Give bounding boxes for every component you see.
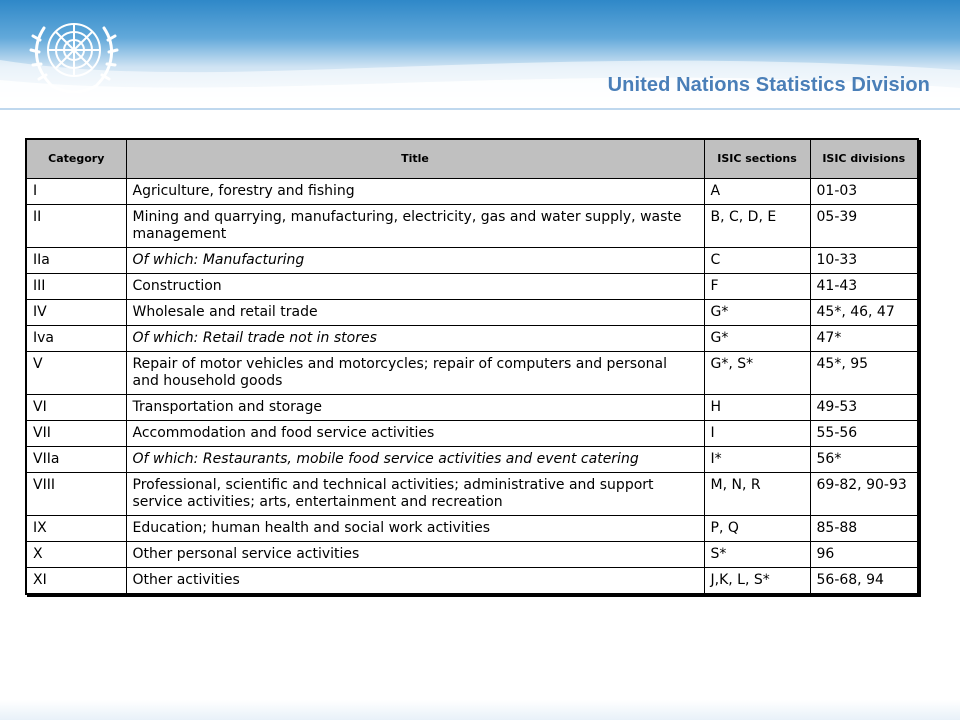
column-header-title: Title [126,139,704,179]
category-cell: Iva [26,326,126,352]
isic-divisions-cell: 55-56 [810,421,918,447]
category-cell: XI [26,568,126,595]
isic-sections-cell: C [704,248,810,274]
isic-sections-cell: P, Q [704,516,810,542]
category-cell: II [26,205,126,248]
column-header-category: Category [26,139,126,179]
isic-divisions-cell: 05-39 [810,205,918,248]
isic-category-table [25,138,919,595]
category-cell: VIII [26,473,126,516]
title-cell: Of which: Manufacturing [126,248,704,274]
isic-sections-cell: I* [704,447,810,473]
category-cell: VI [26,395,126,421]
table-row [26,516,918,542]
isic-divisions-cell: 10-33 [810,248,918,274]
isic-divisions-cell: 56* [810,447,918,473]
title-cell: Repair of motor vehicles and motorcycles; repair of computers and personal and household goods [126,352,704,395]
isic-divisions-cell: 45*, 95 [810,352,918,395]
header-divider [0,108,960,110]
table-row [26,447,918,473]
title-cell: Education; human health and social work activities [126,516,704,542]
table-row [26,248,918,274]
title-cell: Other personal service activities [126,542,704,568]
category-cell: IIa [26,248,126,274]
isic-sections-cell: A [704,179,810,205]
table-row [26,274,918,300]
isic-sections-cell: J,K, L, S* [704,568,810,595]
table-row [26,205,918,248]
isic-divisions-cell: 85-88 [810,516,918,542]
category-cell: X [26,542,126,568]
title-cell: Accommodation and food service activities [126,421,704,447]
table-row [26,421,918,447]
title-cell: Transportation and storage [126,395,704,421]
table-row [26,179,918,205]
isic-sections-cell: M, N, R [704,473,810,516]
isic-sections-cell: G* [704,300,810,326]
isic-divisions-cell: 41-43 [810,274,918,300]
table-row [26,473,918,516]
title-cell: Professional, scientific and technical activities; administrative and support service activities; arts, entertainment and recreation [126,473,704,516]
isic-sections-cell: G* [704,326,810,352]
table-row [26,568,918,595]
title-cell: Mining and quarrying, manufacturing, electricity, gas and water supply, waste management [126,205,704,248]
title-cell: Of which: Restaurants, mobile food service activities and event catering [126,447,704,473]
column-header-isic-divisions: ISIC divisions [810,139,918,179]
division-title: United Nations Statistics Division [607,74,930,96]
isic-divisions-cell: 45*, 46, 47 [810,300,918,326]
footer-band [0,700,960,720]
isic-divisions-cell: 49-53 [810,395,918,421]
table-row [26,300,918,326]
title-cell: Of which: Retail trade not in stores [126,326,704,352]
category-cell: V [26,352,126,395]
isic-divisions-cell: 56-68, 94 [810,568,918,595]
table-header-row [26,139,918,179]
column-header-isic-sections: ISIC sections [704,139,810,179]
title-cell: Other activities [126,568,704,595]
isic-divisions-cell: 69-82, 90-93 [810,473,918,516]
category-cell: IX [26,516,126,542]
isic-divisions-cell: 47* [810,326,918,352]
title-cell: Wholesale and retail trade [126,300,704,326]
table-row [26,395,918,421]
table-row [26,326,918,352]
category-cell: III [26,274,126,300]
isic-sections-cell: I [704,421,810,447]
category-cell: VII [26,421,126,447]
isic-divisions-cell: 01-03 [810,179,918,205]
isic-sections-cell: S* [704,542,810,568]
isic-divisions-cell: 96 [810,542,918,568]
category-cell: IV [26,300,126,326]
isic-sections-cell: G*, S* [704,352,810,395]
un-emblem-icon [22,6,126,102]
table-row [26,352,918,395]
category-cell: I [26,179,126,205]
table-body [26,179,918,595]
table-row [26,542,918,568]
title-cell: Agriculture, forestry and fishing [126,179,704,205]
category-cell: VIIa [26,447,126,473]
isic-sections-cell: B, C, D, E [704,205,810,248]
header-band [0,0,960,108]
title-cell: Construction [126,274,704,300]
isic-sections-cell: F [704,274,810,300]
isic-sections-cell: H [704,395,810,421]
